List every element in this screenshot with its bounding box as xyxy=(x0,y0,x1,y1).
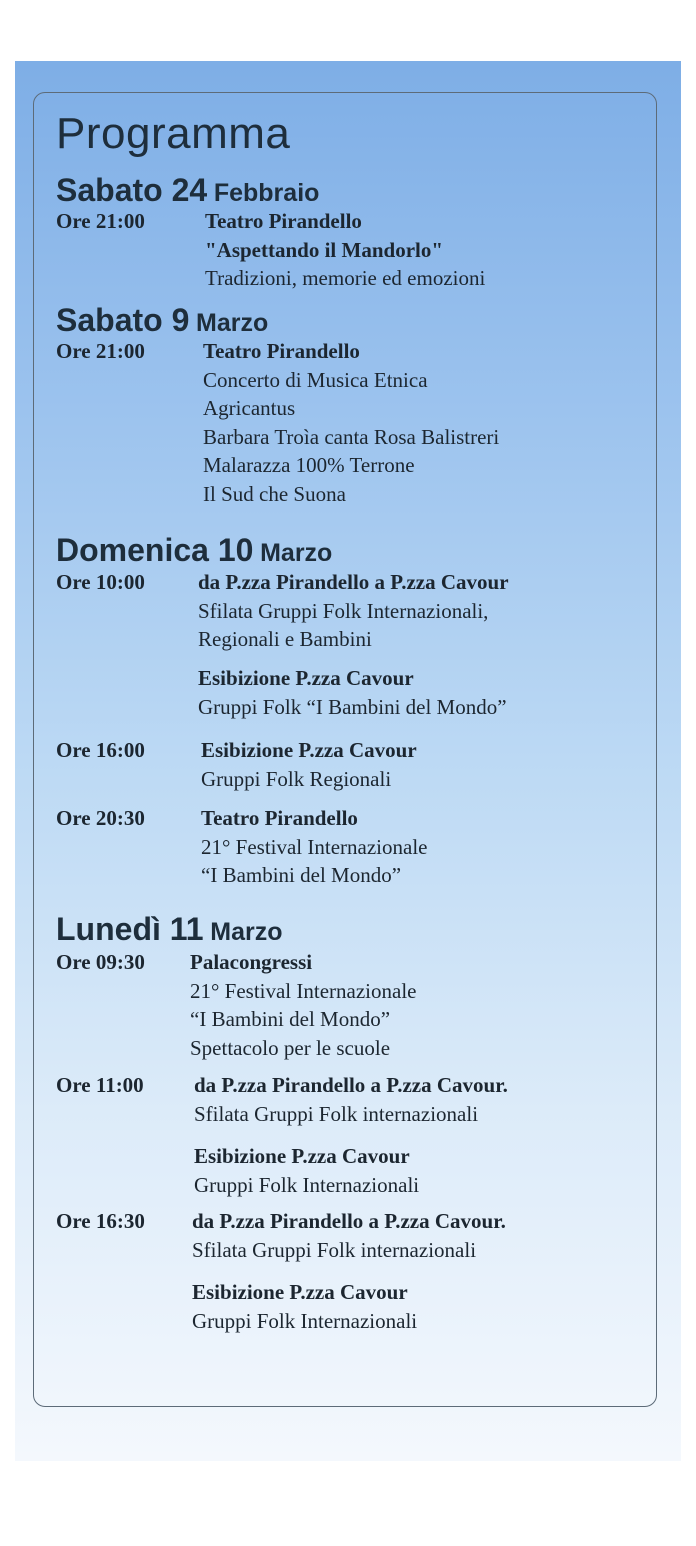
event-line: Barbara Troìa canta Rosa Balistreri xyxy=(203,424,500,449)
page-title: Programma xyxy=(56,109,291,158)
event-line: Gruppi Folk Internazionali xyxy=(192,1308,418,1333)
event-time: Ore 21:00 xyxy=(56,209,145,233)
event-line: Sfilata Gruppi Folk Internazionali, xyxy=(198,598,489,623)
event-venue: Esibizione P.zza Cavour xyxy=(194,1144,410,1168)
event-line: “I Bambini del Mondo” xyxy=(201,863,402,887)
event-block xyxy=(194,1071,508,1128)
event-block xyxy=(201,804,428,890)
day-heading xyxy=(56,302,268,342)
event-block xyxy=(194,1142,419,1199)
day-heading xyxy=(56,532,332,572)
event-venue: da P.zza Pirandello a P.zza Cavour xyxy=(198,570,509,594)
event-time: Ore 16:30 xyxy=(56,1209,145,1233)
event-line: Gruppi Folk Regionali xyxy=(201,766,392,791)
event-venue: Teatro Pirandello xyxy=(203,339,360,363)
day-weekday: Sabato 24 xyxy=(56,172,208,208)
event-block xyxy=(190,948,417,1062)
event-block xyxy=(205,207,485,293)
event-venue: Esibizione P.zza Cavour xyxy=(198,666,414,690)
event-line: 21° Festival Internazionale xyxy=(201,834,428,859)
event-block xyxy=(198,664,507,721)
event-line: Il Sud che Suona xyxy=(203,481,346,506)
event-line: Regionali e Bambini xyxy=(198,627,372,651)
day-month: Marzo xyxy=(196,309,269,337)
event-venue: da P.zza Pirandello a P.zza Cavour. xyxy=(192,1209,506,1233)
event-time: Ore 11:00 xyxy=(56,1073,144,1097)
event-time: Ore 16:00 xyxy=(56,738,145,762)
event-line: "Aspettando il Mandorlo" xyxy=(205,237,444,262)
event-line: Sfilata Gruppi Folk internazionali xyxy=(192,1237,477,1262)
day-heading xyxy=(56,172,319,212)
event-line: Agricantus xyxy=(203,396,296,420)
day-heading xyxy=(56,911,283,951)
event-line: 21° Festival Internazionale xyxy=(190,978,417,1003)
event-line: Concerto di Musica Etnica xyxy=(203,367,428,392)
event-block xyxy=(192,1207,506,1264)
event-venue: Palacongressi xyxy=(190,950,313,974)
event-line: Malarazza 100% Terrone xyxy=(203,453,415,477)
event-time: Ore 21:00 xyxy=(56,339,145,363)
event-venue: Teatro Pirandello xyxy=(201,806,358,830)
day-month: Febbraio xyxy=(213,179,320,207)
day-weekday: Sabato 9 xyxy=(56,302,190,338)
event-block xyxy=(201,736,417,793)
event-line: Sfilata Gruppi Folk internazionali xyxy=(194,1101,479,1126)
day-weekday: Domenica 10 xyxy=(56,532,254,568)
day-weekday: Lunedì 11 xyxy=(56,911,204,947)
event-line: “I Bambini del Mondo” xyxy=(190,1007,391,1031)
event-time: Ore 20:30 xyxy=(56,806,145,830)
event-block xyxy=(203,337,499,508)
event-time: Ore 10:00 xyxy=(56,570,145,594)
event-line: Spettacolo per le scuole xyxy=(190,1035,391,1060)
event-venue: da P.zza Pirandello a P.zza Cavour. xyxy=(194,1073,508,1097)
event-venue: Esibizione P.zza Cavour xyxy=(201,738,417,762)
event-line: Tradizioni, memorie ed emozioni xyxy=(205,266,486,290)
event-block xyxy=(198,568,509,654)
event-venue: Esibizione P.zza Cavour xyxy=(192,1280,408,1304)
event-line: Gruppi Folk Internazionali xyxy=(194,1172,420,1197)
event-block xyxy=(192,1278,417,1335)
event-line: Gruppi Folk “I Bambini del Mondo” xyxy=(198,694,507,719)
event-venue: Teatro Pirandello xyxy=(205,209,362,233)
event-time: Ore 09:30 xyxy=(56,950,145,974)
day-month: Marzo xyxy=(260,539,333,567)
day-month: Marzo xyxy=(210,918,283,946)
